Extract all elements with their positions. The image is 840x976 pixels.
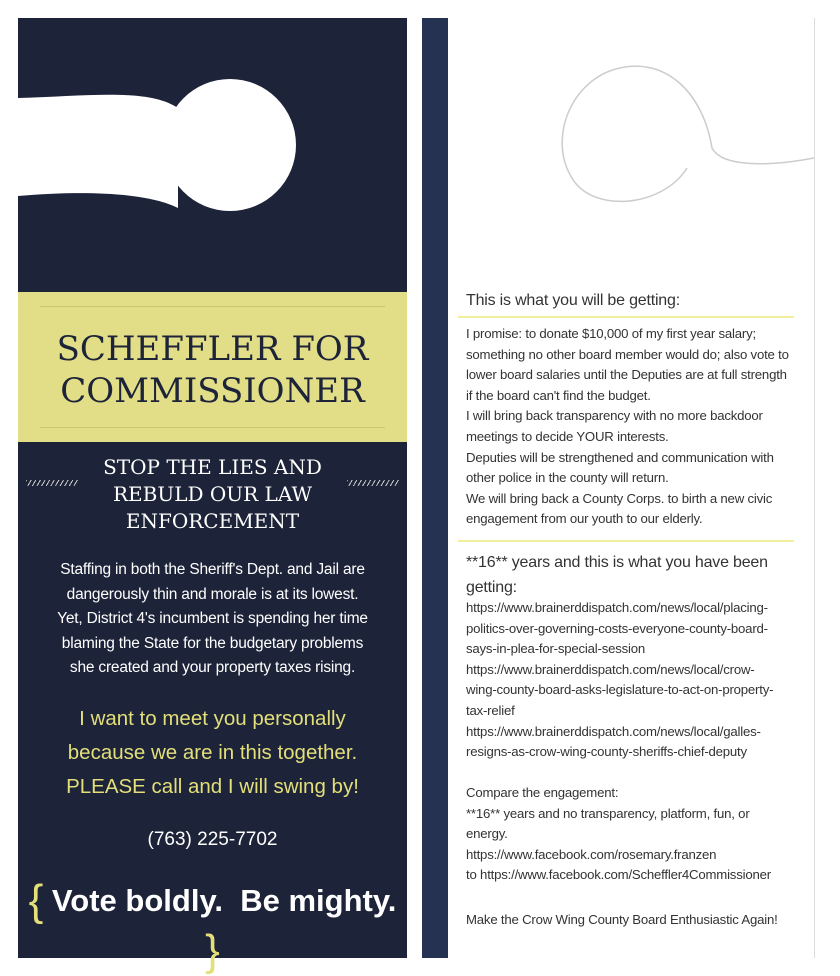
phone-number: (763) 225-7702 [147,829,278,850]
door-hanger-back [422,18,815,958]
slogan-text: Vote boldly. Be mighty. [51,883,397,918]
title-band [18,292,407,442]
closing-line: Make the Crow Wing County Board Enthusiastic Again! [466,912,778,927]
compare-section: Compare the engagement: **16** years and no transparency, platform, fun, or energy. https://www.facebook.com/rosemary.franzen to https://www.facebook.com/Scheffler4Commissioner [466,785,771,883]
promises-list: I promise: to donate $10,000 of my first year salary; something no other board member would do; also vote to lower board salaries until the Deputies are at full strength if the board can't find the budget. I will bring back transparency with no more backdoor meetings to decide YOUR interests. Deputies will be strengthened and communication with other police in the county will return. We will bring back a County Corps. to birth a new civic engagement from our youth to our elderly. [466,326,789,527]
callout-text: I want to meet you personally because we are in this together. PLEASE call and I will swing by! [66,707,359,798]
subheading: STOP THE LIES AND REBULD OUR LAW ENFORCEMENT [103,455,322,533]
door-hook-cutout [18,18,407,278]
brace-open: { [28,876,44,925]
news-links: https://www.brainerddispatch.com/news/local/placing- politics-over-governing-costs-everyone-county-board- says-in-plea-for-special-session https://www.brainerddispatch.com/news/local/crow- wing-county-board-asks-legislature-to-act-on-property- tax-relief https://www.brainerddispatch.com/news/local/galles- resigns-as-crow-wing-county-sheriffs-chief-deputy [466,600,774,760]
campaign-title: SCHEFFLER FOR COMMISSIONER [56,329,369,411]
body-text: Staffing in both the Sheriff's Dept. and Jail are dangerously thin and morale is at its lowest. Yet, District 4's incumbent is spending her time blaming the State for the budgetary problems she created and your property taxes rising. [57,561,368,676]
door-hook-cutout [422,18,814,238]
heading-16-years: **16** years and this is what you have been getting: [466,554,768,596]
door-hanger-front [18,18,407,975]
heading-getting: This is what you will be getting: [466,292,680,309]
brace-close: } [205,926,220,975]
slogan [18,876,407,976]
